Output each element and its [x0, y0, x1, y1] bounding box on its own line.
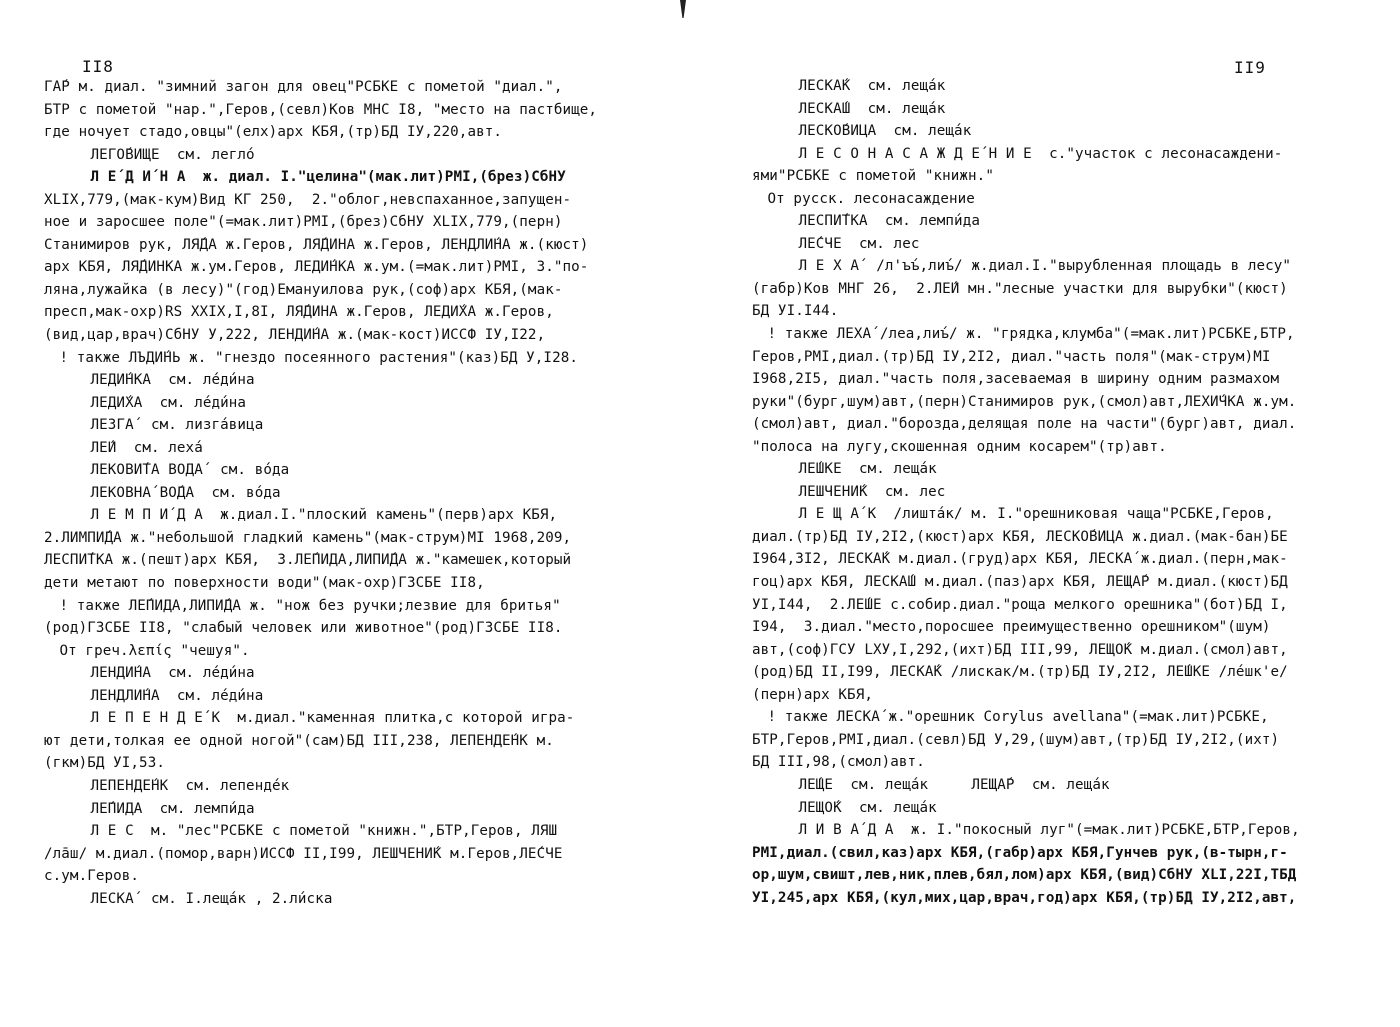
text-line: ЛЕШЧЕНИ́К см. лес — [798, 483, 946, 500]
text-line: диал.(тр)БД IУ,2I2,(кюст)арх КБЯ, ЛЕСКО́ВИЦА ж.диал.(мак-бан)БЕ — [752, 528, 1288, 545]
text-line: пресп,мак-охр)RS XXIX,I,8I, ЛЯ́ДИНА ж.Геров, ЛЕДИ́ХА ж.Геров, — [44, 304, 554, 321]
text-line: РМI,диал.(свил,каз)арх КБЯ,(габр)арх КБЯ,Гунчев рук,(в-тырн,г- — [752, 844, 1288, 861]
text-line: /ла̄ш/ м.диал.(помор,варн)ИССФ II,I99, ЛЕШЧЕНИ́К м.Геров,ЛЕ́СЧЕ — [44, 845, 563, 862]
text-line: (род)БД II,I99, ЛЕСКА́К /лискак/м.(тр)БД IУ,2I2, ЛЕ́ШКЕ /ле́шк'е/ — [752, 664, 1288, 681]
text-line: (вид,цар,врач)СбНУ У,222, ЛЕНДИ́НА ж.(мак-кост)ИССФ IУ,I22, — [44, 327, 546, 344]
text-line: ЛЕНДЛИ́НА см. ле́ди́на — [90, 687, 264, 704]
text-line: Станимиров рук, ЛЯ́ДА ж.Геров, ЛЯ́ДИНА ж.Геров, ЛЕНДЛИ́НА ж.(кюст) — [44, 236, 589, 253]
left-page — [0, 0, 686, 1027]
text-line: Л Е Щ А́ К /лишта́к/ м. I."орешниковая чаща"РСБКЕ,Геров, — [798, 506, 1274, 523]
text-line: ! также ЛЕ́ПИДА,ЛИПИ́ДА ж. "нож без ручки;лезвие для бритья" — [59, 597, 561, 614]
text-line: ЛЕСКА́К см. леща́к — [798, 78, 946, 94]
text-line: Л Е С О Н А С А Ж Д Е́ Н И Е с."участок с лесонасаждени- — [798, 145, 1283, 162]
text-line: где ночует стадо,овцы"(елх)арх КБЯ,(тр)БД IУ,220,авт. — [44, 124, 503, 141]
text-line: ! также ЛЕХА́ /леа,лиъ́/ ж. "грядка,клумба"(=мак.лит)РСБКЕ,БТР, — [767, 326, 1295, 343]
text-line: ЛЕ́И см. леха́ — [90, 439, 203, 456]
text-line: ! также ЛЕСКА́ ж."орешник Corylus avellana"(=мак.лит)РСБКЕ, — [767, 709, 1269, 726]
text-line: I94, 3.диал."место,поросшее преимущественно орешником"(шум) — [752, 619, 1271, 636]
text-line: ное и заросшее поле"(=мак.лит)РМI,(брез)СбНУ XLIX,779,(перн) — [44, 214, 563, 231]
right-page-text — [752, 75, 1300, 909]
text-line: От русск. лесонасаждение — [767, 190, 975, 207]
page-number-left: II8 — [82, 57, 114, 76]
text-line: Л И В А́ Д А ж. I."покосный луг"(=мак.лит)РСБКЕ,БТР,Геров, — [798, 822, 1300, 839]
text-line: ЛЕ́ШКЕ см. леща́к — [798, 461, 937, 478]
text-line: От греч.λεπίς "чешуя". — [59, 642, 250, 659]
text-line: авт,(соф)ГСУ LХУ,I,292,(ихт)БД III,99, ЛЕЩО́К м.диал.(смол)авт, — [752, 641, 1288, 658]
text-line: ЛЕКОВНА́ ВО́ДА см. во́да — [90, 484, 281, 501]
text-line: ЛЕЩО́К см. леща́к — [798, 799, 937, 816]
text-line: XLIX,779,(мак-кум)Вид КГ 250, 2."облог,невспаханное,запущен- — [44, 191, 572, 208]
text-line: Л Е С м. "лес"РСБКЕ с пометой "книжн.",БТР,Геров, ЛЯШ — [90, 823, 558, 840]
text-line: ЛЕСПИ́ТКА ж.(пешт)арх КБЯ, 3.ЛЕ́ПИДА,ЛИПИ́ДА ж."камешек,который — [44, 552, 572, 569]
text-line: с.ум.Геров. — [44, 868, 140, 885]
text-line: дети метают по поверхности води"(мак-охр)ГЗСБЕ II8, — [44, 575, 485, 592]
text-line: БТР,Геров,РМI,диал.(севл)БД У,29,(шум)авт,(тр)БД IУ,2I2,(ихт) — [752, 731, 1280, 748]
page-number-right: II9 — [1234, 58, 1266, 77]
text-line: ЛЕДИ́НКА см. ле́ди́на — [90, 372, 255, 389]
text-line: ЛЕСКА́ см. I.леща́к , 2.ли́ска — [90, 890, 333, 907]
text-line: ЛЕКОВИ́ТА ВОДА́ см. во́да — [90, 462, 290, 479]
text-line: ЛЕСПИ́ТКА см. лемпи́да — [798, 213, 980, 230]
text-line: (род)ГЗСБЕ II8, "слабый человек или животное"(род)ГЗСБЕ II8. — [44, 620, 563, 637]
text-line: ЛЕНДИ́НА см. ле́ди́на — [90, 665, 255, 682]
text-line: гоц)арх КБЯ, ЛЕСКА́Ш м.диал.(паз)арх КБЯ, ЛЕЩА́Р м.диал.(кюст)БД — [752, 574, 1288, 591]
text-line: Л Е М П И́ Д А ж.диал.I."плоский камень"(перв)арх КБЯ, — [90, 507, 558, 524]
text-line: Л Е́ Д И́ Н А ж. диал. I."целина"(мак.лит)РМI,(брез)СбНУ — [90, 169, 566, 186]
text-line: ор,шум,свишт,лев,ник,плев,бял,лом)арх КБЯ,(вид)СбНУ XLI,22I,ТБД — [752, 867, 1297, 884]
text-line: ЛЕПЕНДЕ́НК см. лепенде́к — [90, 777, 290, 794]
text-line: I964,3I2, ЛЕСКА́К м.диал.(груд)арх КБЯ, ЛЕСКА́ ж.диал.(перн,мак- — [752, 551, 1288, 568]
text-line: I968,2I5, диал."часть поля,засеваемая в ширину одним размахом — [752, 371, 1280, 388]
text-line: "полоса на лугу,скошенная одним косарем"(тр)авт. — [752, 438, 1167, 455]
text-line: ЛЕСКО́ВИЦА см. леща́к — [798, 123, 972, 140]
text-line: ЛЕЗГА́ см. лизга́вица — [90, 417, 264, 434]
text-line: ЛЕДИ́ХА см. ле́ди́на — [90, 394, 247, 411]
text-line: ЛЕ́ПИДА см. лемпи́да — [90, 800, 255, 817]
text-line: ЛЕГО́ВИЩЕ см. легло́ — [90, 146, 255, 163]
text-line: (смол)авт, диал."борозда,делящая поле на части"(бург)авт, диал. — [752, 416, 1297, 433]
text-line: (перн)арх КБЯ, — [752, 686, 873, 703]
text-line: Л Е П Е Н Д Е́ К м.диал."каменная плитка,с которой игра- — [90, 710, 575, 727]
text-line: БТР с пометой "нар.",Геров,(севл)Ков МНС I8, "место на пастбище, — [44, 101, 598, 118]
text-line: ГА́Р м. диал. "зимний загон для овец"РСБКЕ с пометой "диал.", — [44, 79, 563, 95]
text-line: ют дети,толкая ее одной ногой"(сам)БД III,238, ЛЕПЕНДЕ́НК м. — [44, 732, 554, 749]
text-line: Геров,РМI,диал.(тр)БД IУ,2I2, диал."часть поля"(мак-струм)МI — [752, 348, 1271, 365]
text-line: УI,I44, 2.ЛЕ́ШЕ с.собир.диал."роща мелкого орешника"(бот)БД I, — [752, 596, 1288, 613]
left-page-text — [44, 76, 597, 910]
text-line: ями"РСБКЕ с пометой "книжн." — [752, 168, 994, 185]
right-page — [686, 0, 1400, 1027]
text-line: (габр)Ков МНГ 26, 2.ЛЕ́И мн."лесные участки для вырубки"(кюст) — [752, 280, 1288, 297]
text-line: ляна,лужайка (в лесу)"(год)Емануилова рук,(соф)арх КБЯ,(мак- — [44, 281, 563, 298]
text-line: (гкм)БД УI,53. — [44, 755, 165, 772]
text-line: 2.ЛИМПИ́ДА ж."небольшой гладкий камень"(мак-струм)МI 1968,209, — [44, 529, 572, 546]
text-line: арх КБЯ, ЛЯ́ДИНКА ж.ум.Геров, ЛЕДИ́НКА ж.ум.(=мак.лит)РМI, 3."по- — [44, 259, 589, 276]
text-line: ! также ЛЪДИ́НЬ ж. "гнездо посеянного растения"(каз)БД У,I28. — [59, 349, 578, 366]
text-line: ЛЕ́ЩЕ см. леща́к ЛЕЩА́Р см. леща́к — [798, 776, 1110, 793]
text-line: ЛЕСКА́Ш см. леща́к — [798, 100, 946, 117]
text-line: БД УI.I44. — [752, 303, 839, 320]
text-line: руки"(бург,шум)авт,(перн)Станимиров рук,(смол)авт,ЛЕХИ́ЧКА ж.ум. — [752, 393, 1297, 410]
text-line: БД III,98,(смол)авт. — [752, 754, 925, 771]
text-line: УI,245,арх КБЯ,(кул,мих,цар,врач,год)арх КБЯ,(тр)БД IУ,2I2,авт, — [752, 889, 1297, 906]
text-line: ЛЕ́СЧЕ см. лес — [798, 235, 920, 252]
text-line: Л Е Х А́ /л'ъъ́,лиъ́/ ж.диал.I."вырубленная площадь в лесу" — [798, 258, 1292, 275]
